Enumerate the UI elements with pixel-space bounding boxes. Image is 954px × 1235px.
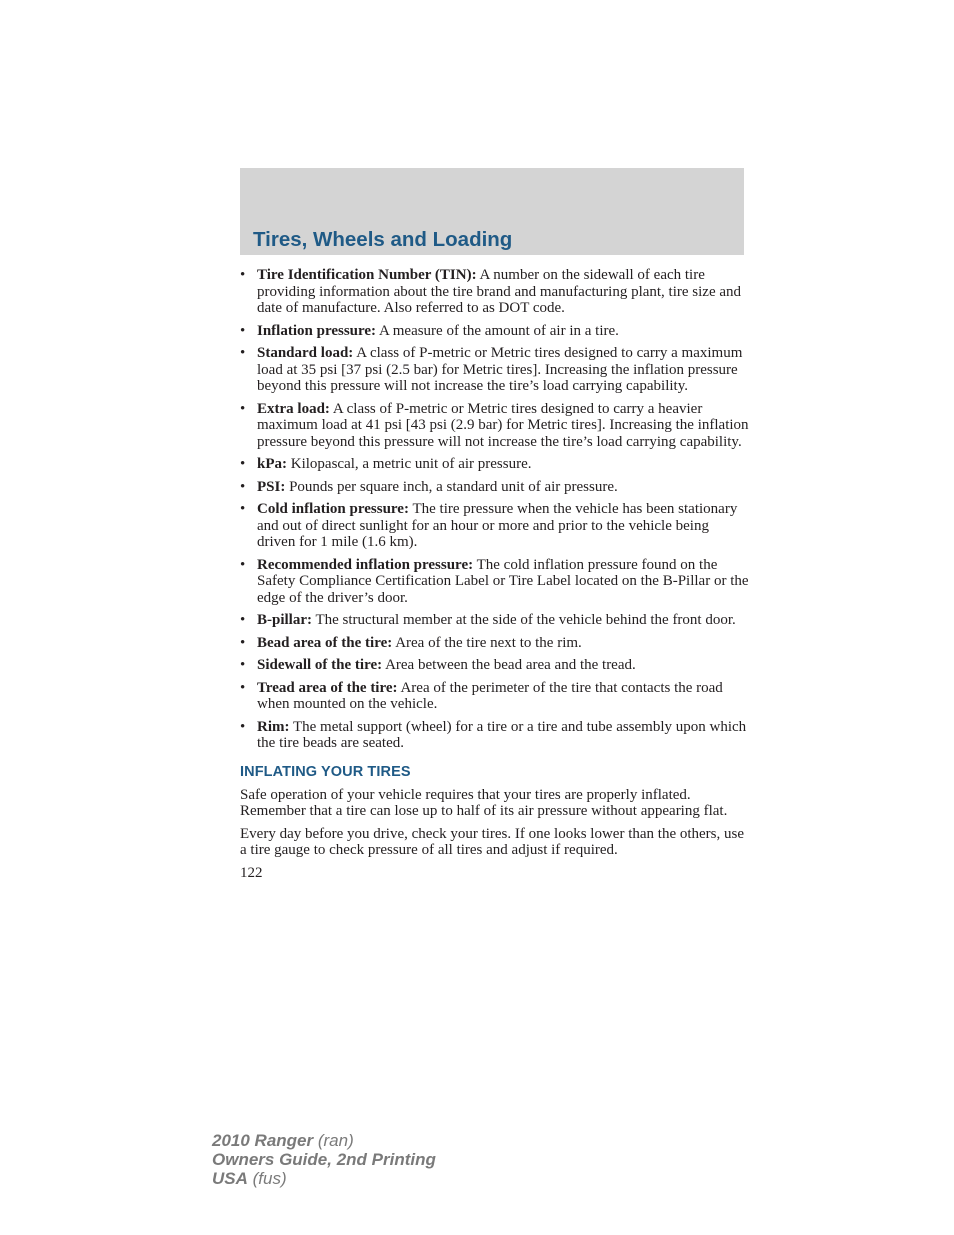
definition-term: Cold inflation pressure: (257, 501, 409, 517)
definition-term: B-pillar: (257, 612, 312, 628)
definition-term: Inflation pressure: (257, 322, 377, 339)
definition-item (240, 456, 750, 473)
definition-text: A number on the sidewall of each tire providing information about the tire brand and manufacturing plant, tire size and date of manufacture. Also referred to as DOT code. (257, 267, 742, 316)
definition-text: The structural member at the side of the vehicle behind the front door. (315, 612, 736, 628)
definition-text: Kilopascal, a metric unit of air pressure. (290, 456, 532, 472)
definition-text: Area of the tire next to the rim. (395, 634, 582, 651)
footer-line-model (212, 1131, 436, 1150)
definition-item (240, 267, 750, 317)
footer-market-name: USA (212, 1169, 248, 1188)
definition-term: Rim: (257, 718, 290, 735)
definition-item (240, 657, 750, 674)
definition-term: Extra load: (257, 400, 330, 417)
definition-list (240, 267, 750, 752)
definition-item (240, 345, 750, 395)
definition-term: PSI: (257, 478, 286, 495)
section-title: Tires, Wheels and Loading (253, 228, 513, 251)
definition-term: Standard load: (257, 345, 354, 361)
definition-item (240, 323, 750, 340)
definition-text: Area of the perimeter of the tire that contacts the road when mounted on the vehicle. (257, 679, 723, 712)
definition-item (240, 501, 750, 551)
definition-text: A class of P-metric or Metric tires designed to carry a maximum load at 35 psi [37 psi (2.5 bar) for Metric tires]. Increasing the inflation pressure beyond this pressure will not increase the tire’s load carrying capability. (257, 345, 743, 394)
definition-term: kPa: (257, 456, 287, 472)
definition-term: Tread area of the tire: (257, 679, 398, 696)
bullet-icon: • (240, 501, 246, 517)
definition-text: A measure of the amount of air in a tire. (378, 322, 619, 339)
document-footer (212, 1131, 436, 1188)
bullet-icon: • (240, 657, 246, 673)
footer-line-market (212, 1169, 436, 1188)
bullet-icon: • (240, 556, 246, 573)
page-number: 122 (240, 864, 263, 881)
definition-item (240, 680, 750, 713)
definition-item (240, 557, 750, 607)
definition-item (240, 719, 750, 752)
definition-item (240, 612, 750, 629)
inflating-tires-heading: INFLATING YOUR TIRES (240, 763, 411, 780)
footer-model-name: 2010 Ranger (212, 1131, 314, 1150)
definition-text: The metal support (wheel) for a tire or a tire and tube assembly upon which the tire beads are seated. (257, 718, 747, 751)
definition-item (240, 479, 750, 496)
bullet-icon: • (240, 267, 246, 283)
definition-item (240, 401, 750, 451)
bullet-icon: • (240, 456, 246, 472)
section-header-band (240, 168, 744, 255)
footer-market-code: (fus) (247, 1169, 287, 1188)
page-content (240, 267, 750, 881)
body-paragraph: Safe operation of your vehicle requires that your tires are properly inflated. Remember that a tire can lose up to half of its air pressure without appearing flat. (240, 786, 728, 819)
bullet-icon: • (240, 400, 246, 417)
definition-text: The cold inflation pressure found on the Safety Compliance Certification Label or Tire Label located on the B-Pillar or the edge of the driver’s door. (257, 556, 749, 606)
definition-item (240, 635, 750, 652)
body-paragraph: Every day before you drive, check your tires. If one looks lower than the others, use a tire gauge to check pressure of all tires and adjust if required. (240, 825, 745, 858)
bullet-icon: • (240, 478, 246, 495)
bullet-icon: • (240, 679, 246, 696)
definition-text: Pounds per square inch, a standard unit of air pressure. (289, 478, 618, 495)
definition-term: Bead area of the tire: (257, 634, 393, 651)
footer-model-code: (ran) (313, 1131, 354, 1150)
definition-text: The tire pressure when the vehicle has been stationary and out of direct sunlight for an hour or more and prior to the vehicle being driven for 1 mile (1.6 km). (257, 501, 738, 550)
bullet-icon: • (240, 345, 246, 361)
definition-text: Area between the bead area and the tread. (385, 657, 636, 673)
bullet-icon: • (240, 718, 246, 735)
definition-text: A class of P-metric or Metric tires designed to carry a heavier maximum load at 41 psi [43 psi (2.9 bar) for Metric tires]. Increasing the inflation pressure beyond this pressure will not increase the tire’s load carrying capability. (257, 400, 749, 450)
definition-term: Sidewall of the tire: (257, 657, 383, 673)
bullet-icon: • (240, 612, 246, 628)
footer-line-guide: Owners Guide, 2nd Printing (212, 1150, 436, 1169)
bullet-icon: • (240, 634, 246, 651)
bullet-icon: • (240, 322, 246, 339)
definition-term: Tire Identification Number (TIN): (257, 267, 477, 283)
definition-term: Recommended inflation pressure: (257, 556, 474, 573)
